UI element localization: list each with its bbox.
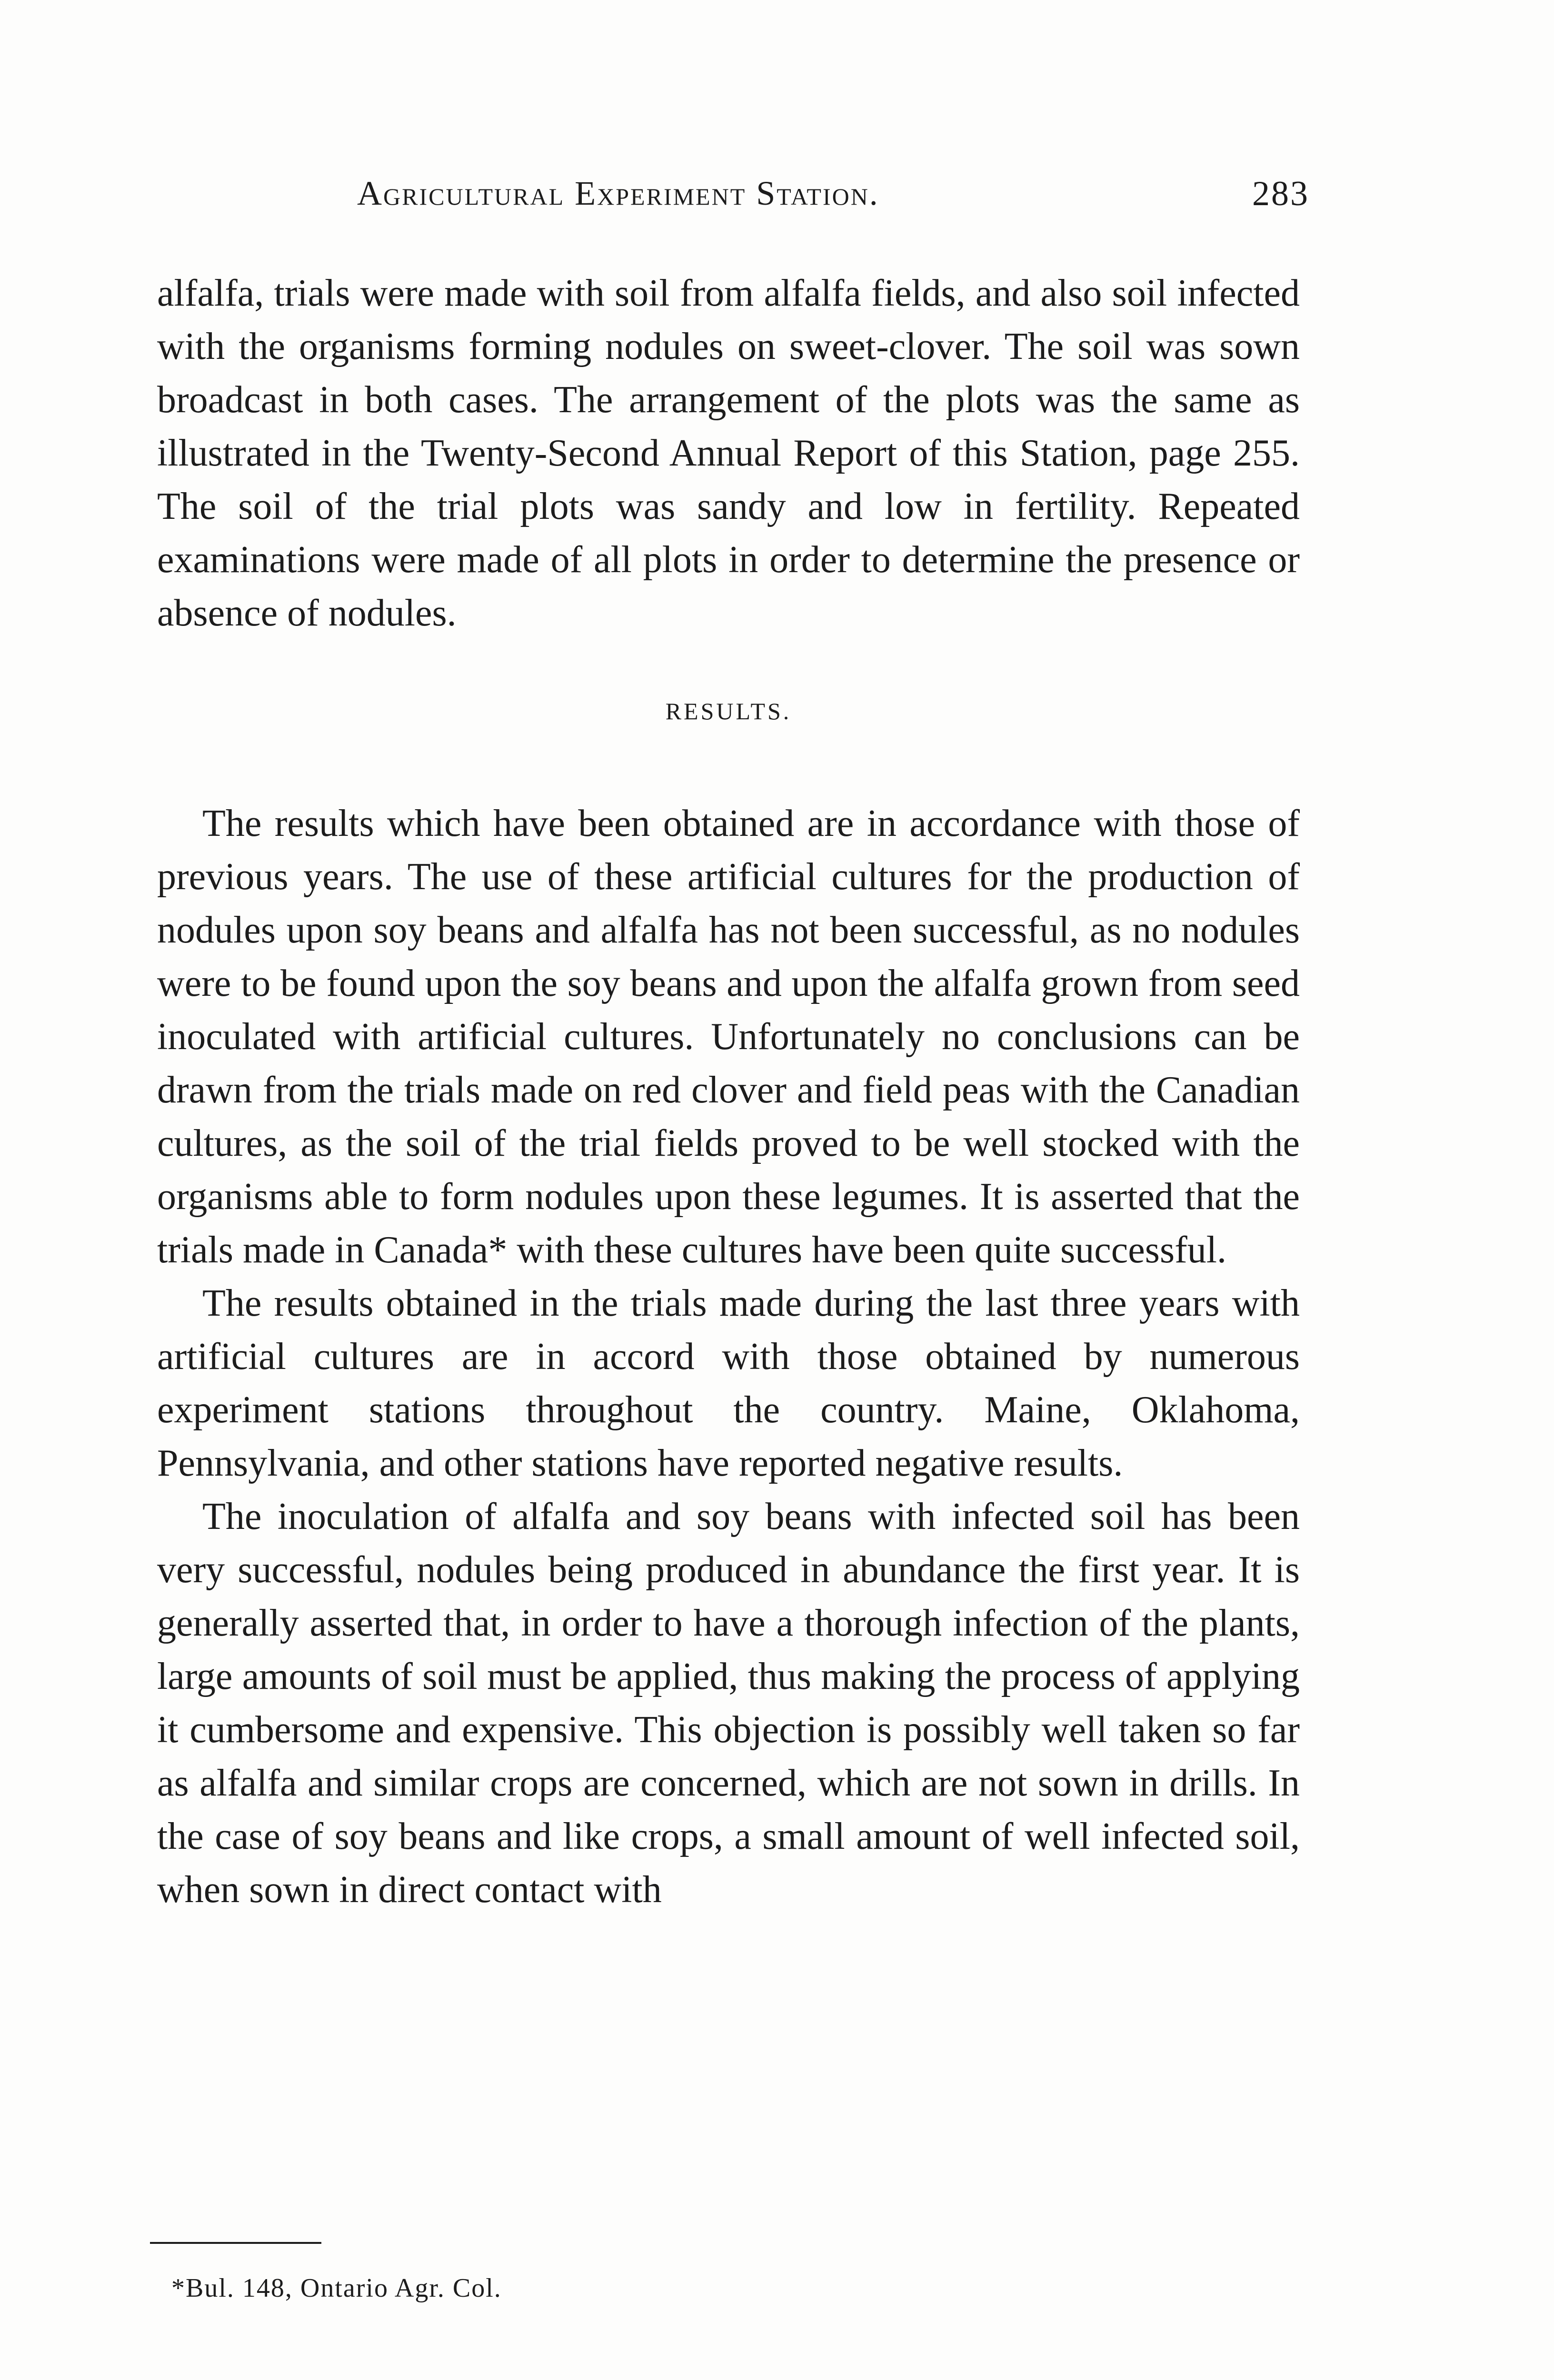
paragraph-intro: alfalfa, trials were made with soil from alfalfa fields, and also soil infected with the organisms forming nodules on sweet-clover. The soil was sown broadcast in both cases. The arrangement of the plots was the same as illustrated in the Twenty-Second Annual Report of this Station, page 255. The soil of the trial plots was sandy and low in fertility. Repeated examinations were made of all plots in order to determine the presence or absence of nodules. — [157, 272, 1300, 634]
running-title: Agricultural Experiment Station. — [357, 174, 879, 212]
paragraph-results-3: The inoculation of alfalfa and soy beans with infected soil has been very successful, nodules being produced in abundance the first year. It is generally asserted that, in order to have a thorough infection of the plants, large amounts of soil must be applied, thus making the process of applying it cumbersome and expensive. This objection is possibly well taken so far as alfalfa and similar crops are concerned, which are not sown in drills. In the case of soy beans and like crops, a small amount of well infected soil, when sown in direct contact with — [157, 1496, 1300, 1911]
paragraph-results-1: The results which have been obtained are in accordance with those of previous years. The use of these artificial cultures for the production of nodules upon soy beans and alfalfa has not been successful, as no nodules were to be found upon the soy beans and upon the alfalfa grown from seed inoculated with artificial cultures. Unfortunately no conclusions can be drawn from the trials made on red clover and field peas with the Canadian cultures, as the soil of the trial fields proved to be well stocked with the organisms able to form nodules upon these legumes. It is asserted that the trials made in Canada* with these cultures have been quite successful. — [157, 803, 1300, 1271]
running-head — [157, 174, 1309, 226]
section-heading-results: RESULTS. — [665, 698, 792, 724]
page-number: 283 — [1252, 174, 1309, 213]
body-text — [157, 267, 1300, 1916]
footnote-rule — [150, 2242, 321, 2244]
paragraph-results-2: The results obtained in the trials made during the last three years with artificial cultures are in accord with those obtained by numerous experiment stations throughout the country. Maine, Oklahoma, Pennsylvania, and other stations have reported negative results. — [157, 1282, 1300, 1484]
footnote: *Bul. 148, Ontario Agr. Col. — [171, 2273, 502, 2303]
